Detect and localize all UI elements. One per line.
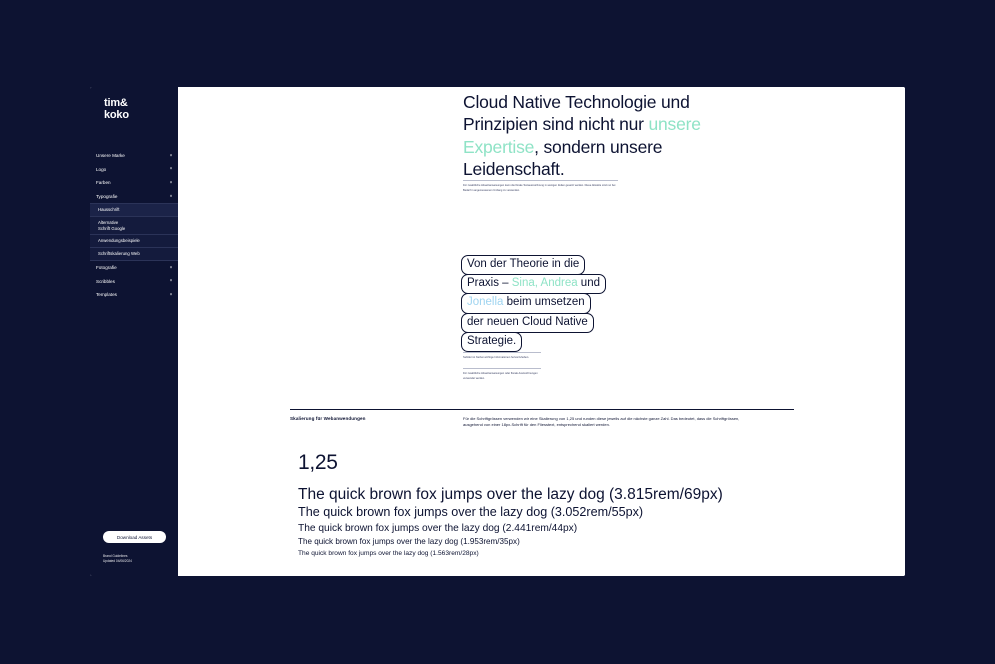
sidebar-item-label: Farben [96,180,111,186]
sidebar-subitem-label: Hausschrift [98,207,120,213]
sidebar-subitem-label-2: Schrift Google [98,225,126,231]
highlight-line-3 [461,293,591,313]
sidebar-item-label: Unsere Marke [96,153,125,159]
highlight-line-2 [461,274,606,294]
hero-heading [463,91,803,181]
type-sample-2: The quick brown fox jumps over the lazy dog (3.052rem/55px) [298,505,644,520]
sidebar-item-label: Templates [96,292,117,298]
type-sample-4: The quick brown fox jumps over the lazy dog (1.953rem/35px) [298,536,520,546]
sidebar-subitem-label: Schriftskalierung Web [98,251,140,257]
highlight-line-2-a: Praxis – [467,277,512,290]
mid-divider-2 [463,368,541,369]
sidebar-item-fotografie[interactable] [90,261,178,275]
hero-line-3-plain: , sondern unsere [534,136,663,157]
section-description: Für die Schriftgrössen verwenden wir eine Skalierung von 1,25 und runden diese jeweils auf die nächste ganze Zahl. Das bedeutet, dass die Schriftgrössen, ausgehend von einer 18px-Schrift für den Fliesstext, entsprechend skaliert werden. [463,416,740,428]
sidebar-subitem-label: Alternative [98,219,119,225]
chevron-down-icon: ▾ [169,291,172,297]
sidebar-item-unsere-marke[interactable] [90,149,178,163]
section-divider [290,409,794,410]
sidebar-item-typografie[interactable] [90,190,178,204]
chevron-down-icon: ▾ [169,179,172,185]
brand-guidelines-page [90,87,905,576]
sidebar-subnav-typografie [90,203,178,261]
sidebar-footnote [103,554,132,564]
section-label: Skalierung für Webanwendungen [290,416,366,421]
highlight-line-4-text: der neuen Cloud Native [467,315,588,328]
hero-line-4: Leidenschaft. [463,159,565,180]
hero-subtext: Für zusätzliche Absatzanweisungen kann die florale Textauszeichnung in wenigen Zeilen gesetzt werden. Diese Absätze sind nur bei Bedarf in angemessenem Umfang zu verwenden. [463,184,616,192]
chevron-down-icon: ▾ [169,264,172,270]
chevron-down-icon: ▾ [169,277,172,283]
sidebar-item-label: Typografie [96,193,118,199]
mid-text-2: Für zusätzliche Absatzanweisungen oder florale Auszeichnungen verwendet werden. [463,372,538,380]
sidebar-item-farben[interactable] [90,176,178,190]
sidebar-item-label: Logo [96,166,107,172]
highlight-line-5 [461,332,522,352]
footnote-line-2: Updated 04/06/2024 [103,559,132,564]
logo-line-2: koko [104,108,129,121]
hero-divider [463,180,618,181]
mid-text-1: Subtiler ist hierbei wichtige Informationen hervorzuheben. [463,356,530,359]
download-assets-button[interactable]: Download Assets [103,531,166,543]
sidebar-subitem-alternative-schrift-google[interactable] [90,217,178,236]
highlight-line-1-text: Von der Theorie in die [467,258,580,270]
scale-factor: 1,25 [298,451,338,474]
type-sample-5: The quick brown fox jumps over the lazy dog (1.563rem/28px) [298,549,479,557]
logo[interactable] [104,98,178,121]
highlight-line-1 [461,255,585,275]
sidebar-nav [90,149,178,301]
sidebar-subitem-label: Anwendungsbeispiele [98,238,140,244]
sidebar-subitem-schriftskalierung-web[interactable] [90,248,178,261]
highlight-line-5-text: Strategie. [467,334,517,347]
sidebar-item-label: Scribbles [96,278,115,284]
hero-line-3-accent: Expertise [463,136,535,157]
sidebar-item-scribbles[interactable] [90,275,178,289]
hero-line-2-plain: Prinzipien sind nicht nur [463,114,649,135]
chevron-up-icon: ▴ [169,192,172,198]
sidebar-subitem-anwendungsbeispiele[interactable] [90,235,178,248]
hero-section [463,91,803,181]
sidebar-item-label: Fotografie [96,265,117,271]
highlight-line-2-names: Sina, Andrea [511,277,578,290]
highlight-line-3-name: Jonella [467,296,504,309]
type-sample-3: The quick brown fox jumps over the lazy dog (2.441rem/44px) [298,523,578,535]
logo-line-1: tim& [104,97,128,109]
sidebar [90,87,178,576]
sidebar-item-logo[interactable] [90,163,178,177]
highlight-line-2-b: und [577,277,600,290]
highlight-line-3-b: beim umsetzen [503,296,585,309]
highlight-block [461,255,641,351]
type-scale-samples [298,485,798,559]
sidebar-item-templates[interactable] [90,288,178,302]
mid-divider-1 [463,352,541,353]
sidebar-subitem-hausschrift[interactable] [90,204,178,217]
highlight-line-4 [461,313,594,333]
hero-line-2-accent: unsere [648,114,701,135]
chevron-down-icon: ▾ [169,152,172,158]
hero-line-1: Cloud Native Technologie und [463,92,690,112]
footnote-line-1: Brand Guidelines [103,554,128,559]
main-content [178,87,905,576]
type-sample-1: The quick brown fox jumps over the lazy dog (3.815rem/69px) [298,486,723,503]
chevron-down-icon: ▾ [169,165,172,171]
